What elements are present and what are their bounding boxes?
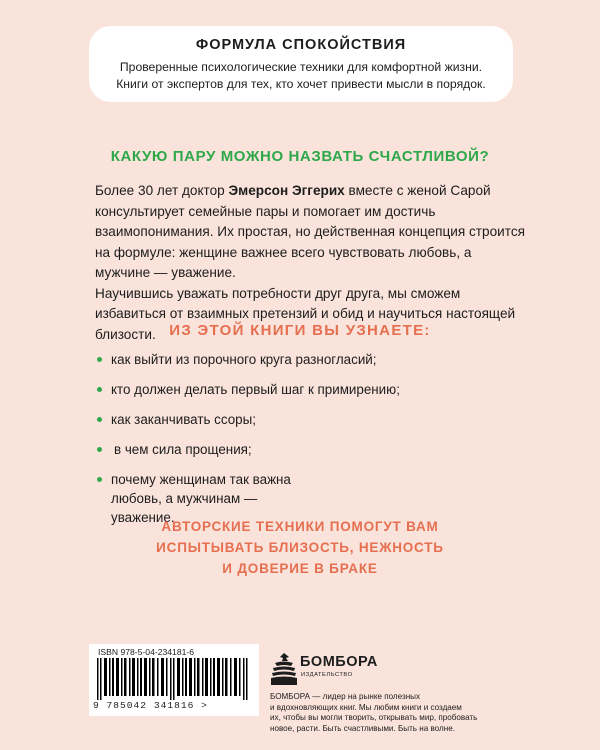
intro-text-end: вместе с женой Сарой консультирует семейные пары и помогает им достичь взаимопонимания. Их простая, но действенная концепция строится на формуле: женщине важнее всего чувствовать любовь, а мужчине — уважение. <box>95 183 525 280</box>
intro-paragraph: Научившись уважать потребности друг друга, мы сможем избавиться от взаимных претензий и обид и научиться настоящей близости. <box>95 285 516 342</box>
bombora-logo-icon <box>270 652 298 686</box>
list-item <box>97 380 527 399</box>
intro-text-start: Более 30 лет доктор <box>95 183 229 198</box>
publisher-subtitle: ИЗДАТЕЛЬСТВО <box>301 672 353 678</box>
closing-line: И ДОВЕРИЕ В БРАКЕ <box>222 561 378 576</box>
publisher-description-line: БОМБОРА — лидер на рынке полезных <box>270 692 421 701</box>
series-description-line: Проверенные психологические техники для комфортной жизни. <box>119 60 483 74</box>
bullet-dot-icon <box>97 477 102 482</box>
list-item-text: почему женщинам так важна любовь, а мужчинам — уважение. <box>111 472 291 525</box>
list-item-text: как выйти из порочного круга разногласий; <box>111 352 377 367</box>
barcode-digits: 9 785042 341816 > <box>93 700 208 711</box>
publisher-description-line: и вдохновляющих книг. Мы любим книги и создаем <box>270 702 462 712</box>
isbn-number: ISBN 978-5-04-234181-6 <box>98 647 195 657</box>
series-info-box <box>89 26 513 102</box>
list-item <box>97 440 527 459</box>
series-description <box>89 59 513 93</box>
list-item <box>97 350 527 369</box>
publisher-description-line: новое, расти. Быть счастливыми. Быть на волне. <box>270 723 455 733</box>
bullet-dot-icon <box>97 357 102 362</box>
list-item-text: в чем сила прощения; <box>114 442 252 457</box>
series-description-line: Книги от экспертов для тех, кто хочет привести мысли в порядок. <box>116 77 486 91</box>
barcode-bars <box>95 658 253 700</box>
series-title: ФОРМУЛА СПОКОЙСТВИЯ <box>195 37 407 53</box>
publisher-description <box>270 692 530 734</box>
list-item <box>97 410 527 429</box>
learn-list <box>97 350 527 527</box>
learn-heading: ИЗ ЭТОЙ КНИГИ ВЫ УЗНАЕТЕ: <box>169 322 431 339</box>
bullet-dot-icon <box>97 447 102 452</box>
closing-line: ИСПЫТЫВАТЬ БЛИЗОСТЬ, НЕЖНОСТЬ <box>156 540 444 555</box>
closing-line: АВТОРСКИЕ ТЕХНИКИ ПОМОГУТ ВАМ <box>161 519 439 534</box>
publisher-logo <box>270 652 420 686</box>
bullet-dot-icon <box>97 387 102 392</box>
list-item-text: кто должен делать первый шаг к примирению; <box>111 382 400 397</box>
publisher-description-line: их, чтобы вы могли творить, открывать мир, пробовать <box>270 713 478 722</box>
bullet-dot-icon <box>97 417 102 422</box>
publisher-name: БОМБОРА <box>300 654 378 670</box>
author-name: Эмерсон Эггерих <box>228 183 345 198</box>
list-item-text: как заканчивать ссоры; <box>111 412 256 427</box>
barcode <box>89 644 259 716</box>
question-heading: КАКУЮ ПАРУ МОЖНО НАЗВАТЬ СЧАСТЛИВОЙ? <box>110 148 490 165</box>
intro-text <box>95 181 525 345</box>
closing-slogan <box>0 516 600 579</box>
intro-paragraph <box>95 181 525 284</box>
